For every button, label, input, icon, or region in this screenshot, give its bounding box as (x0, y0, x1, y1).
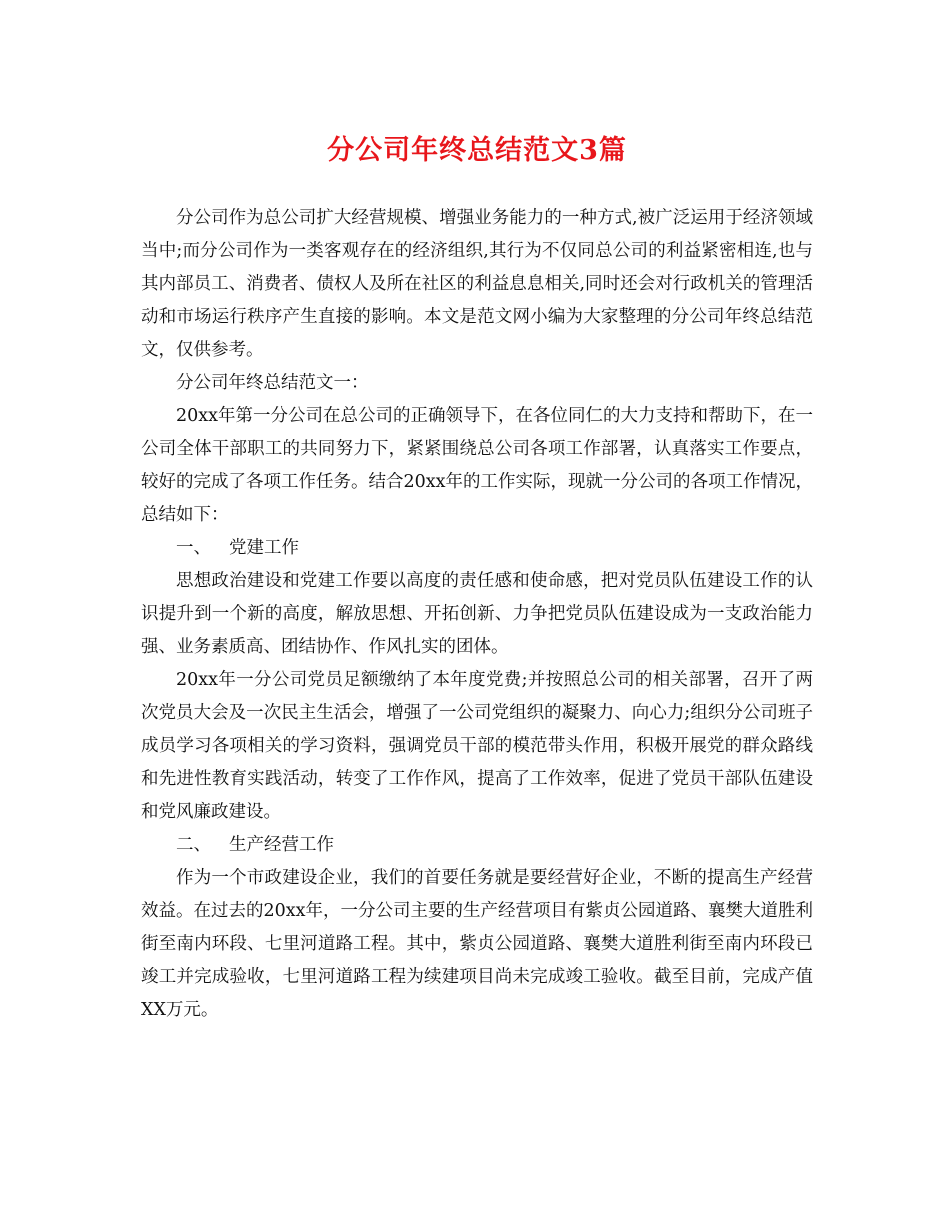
section-heading (141, 532, 813, 565)
subtitle-paragraph: 分公司年终总结范文一： (176, 373, 369, 393)
section-title: 党建工作 (229, 538, 299, 558)
section-heading (141, 829, 813, 862)
section-number: 一、 (176, 538, 211, 558)
opening-paragraph: 20xx年第一分公司在总公司的正确领导下，在各位同仁的大力支持和帮助下，在一公司全体干部职工的共同努力下，紧紧围绕总公司各项工作部署，认真落实工作要点，较好的完成了各项工作任务。结合20xx年的工作实际，现就一分公司的各项工作情况，总结如下： (141, 406, 814, 525)
section-paragraph: 作为一个市政建设企业，我们的首要任务就是要经营好企业，不断的提高生产经营效益。在过去的20xx年，一分公司主要的生产经营项目有紫贞公园道路、襄樊大道胜利街至南内环段、七里河道路工程。其中，紫贞公园道路、襄樊大道胜利街至南内环段已竣工并完成验收，七里河道路工程为续建项目尚未完成竣工验收。截至目前，完成产值XX万元。 (141, 868, 814, 1020)
section-paragraph: 思想政治建设和党建工作要以高度的责任感和使命感，把对党员队伍建设工作的认识提升到一个新的高度，解放思想、开拓创新、力争把党员队伍建设成为一支政治能力强、业务素质高、团结协作、作风扎实的团体。 (141, 571, 813, 657)
section-title: 生产经营工作 (229, 835, 334, 855)
section-number: 二、 (176, 835, 211, 855)
document-body (141, 202, 813, 1027)
intro-paragraph: 分公司作为总公司扩大经营规模、增强业务能力的一种方式,被广泛运用于经济领域当中;而分公司作为一类客观存在的经济组织,其行为不仅同总公司的利益紧密相连,也与其内部员工、消费者、债权人及所在社区的利益息息相关,同时还会对行政机关的管理活动和市场运行秩序产生直接的影响。本文是范文网小编为大家整理的分公司年终总结范文，仅供参考。 (141, 208, 813, 360)
section-paragraph: 20xx年一分公司党员足额缴纳了本年度党费;并按照总公司的相关部署，召开了两次党员大会及一次民主生活会，增强了一公司党组织的凝聚力、向心力;组织分公司班子成员学习各项相关的学习资料，强调党员干部的模范带头作用，积极开展党的群众路线和先进性教育实践活动，转变了工作作风，提高了工作效率，促进了党员干部队伍建设和党风廉政建设。 (141, 670, 813, 822)
document-title: 分公司年终总结范文3篇 (327, 135, 627, 166)
